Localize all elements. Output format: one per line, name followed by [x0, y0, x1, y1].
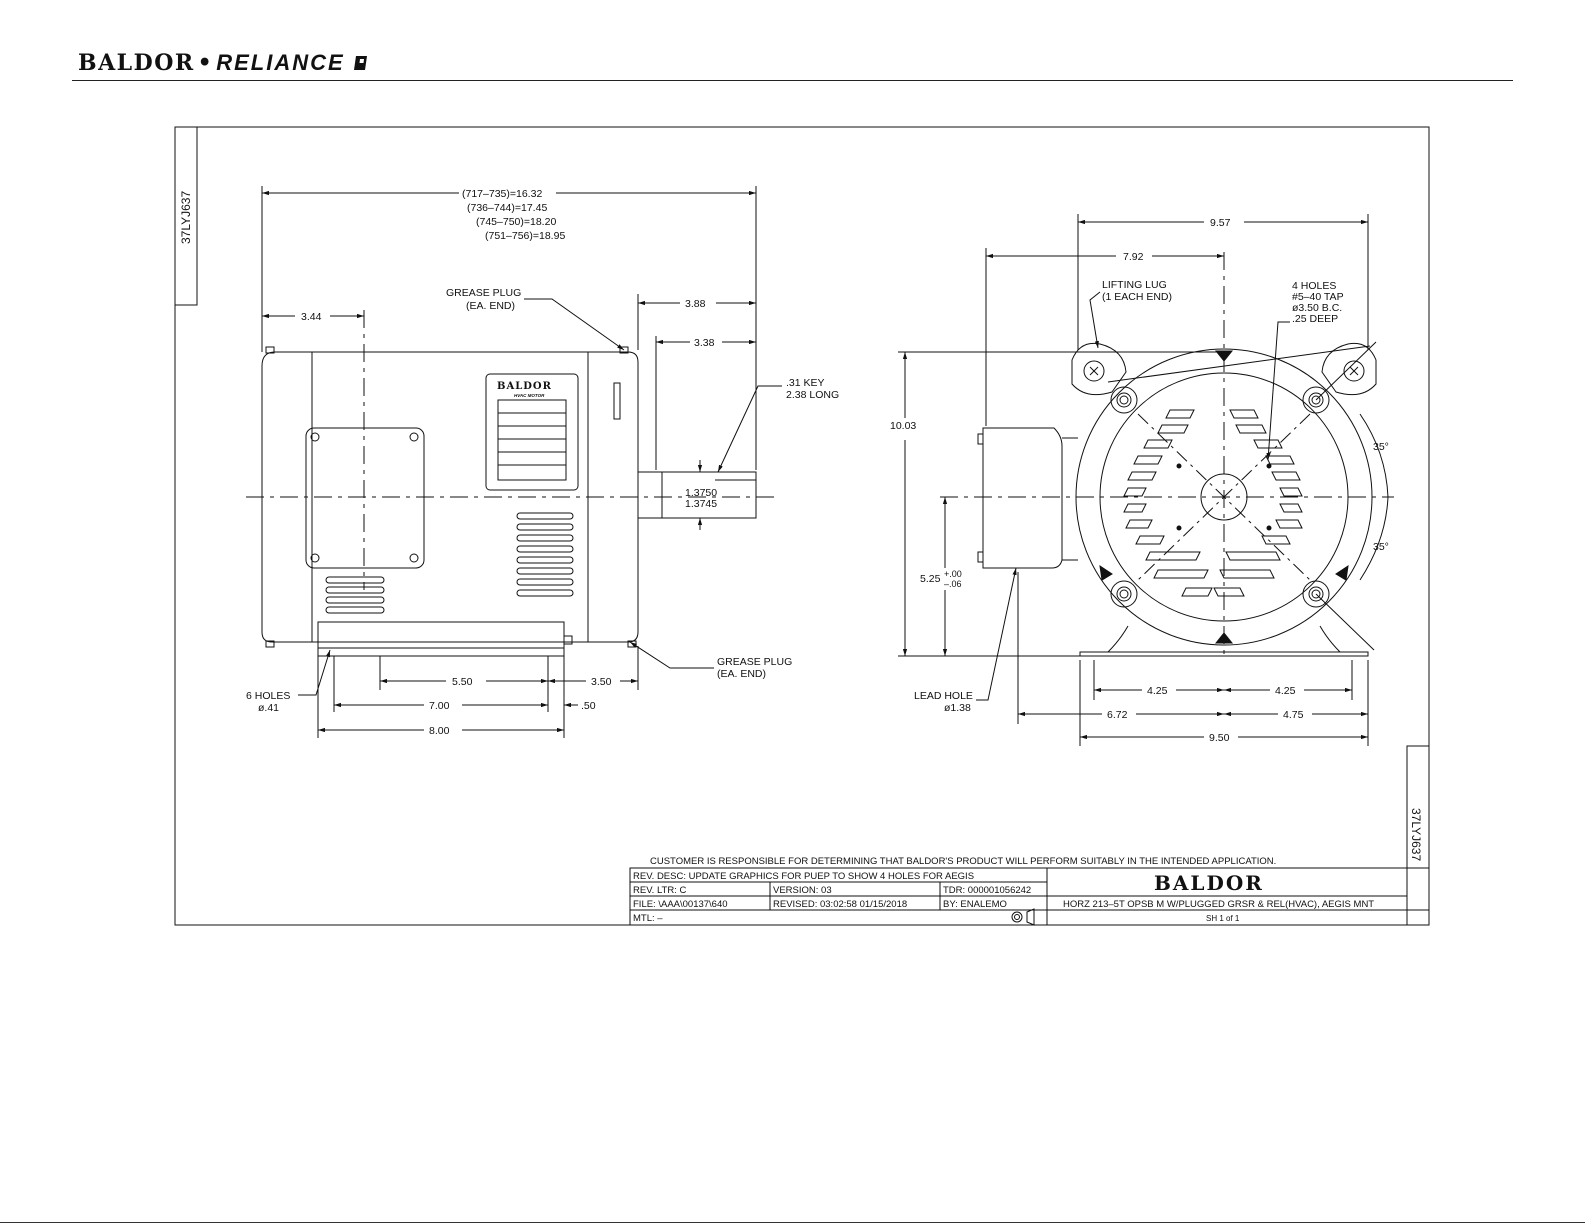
dim-7-92: 7.92	[1123, 251, 1144, 263]
dim-6-72: 6.72	[1107, 709, 1128, 721]
nameplate-brand: BALDOR	[497, 381, 552, 392]
disclaimer: CUSTOMER IS RESPONSIBLE FOR DETERMINING THAT BALDOR'S PRODUCT WILL PERFORM SUITABLY IN THE INTENDED APPLICATION.	[650, 856, 1277, 867]
bottom-rule	[0, 1222, 1585, 1223]
conduit-box	[306, 428, 424, 568]
tolerance-plus: +.00	[944, 569, 962, 579]
overall-length-3: (745–750)=18.20	[476, 216, 557, 228]
mounting-base	[318, 622, 564, 656]
shaft-dia-min: 1.3745	[685, 498, 718, 510]
key-note-1: .31 KEY	[786, 377, 825, 389]
lifting-lug-left	[1072, 343, 1126, 394]
drawn-by: BY: ENALEMO	[943, 899, 1007, 910]
holes-note-2: ø.41	[258, 702, 280, 714]
drawing-id-right: 37LYJ637	[1409, 808, 1423, 862]
dim-3-38: 3.38	[694, 337, 715, 349]
end-conduit-box	[983, 428, 1062, 568]
overall-length-2: (736–744)=17.45	[467, 202, 548, 214]
dim-3-50: 3.50	[591, 676, 612, 688]
dim-3-88: 3.88	[685, 298, 706, 310]
lead-hole-1: LEAD HOLE	[914, 690, 973, 702]
drawing-frame	[175, 127, 1429, 925]
grease-plug-bottom-2: (EA. END)	[717, 668, 767, 680]
revised-date: REVISED: 03:02:58 01/15/2018	[773, 899, 908, 910]
conduit-screw	[410, 554, 418, 562]
dim-9-57: 9.57	[1210, 217, 1231, 229]
dim-9-50: 9.50	[1209, 732, 1230, 744]
dim-10-03: 10.03	[890, 420, 917, 432]
tolerance-minus: –.06	[944, 579, 962, 589]
holes-tap-2: #5–40 TAP	[1292, 291, 1344, 303]
dim-7-00: 7.00	[429, 700, 450, 712]
title-block	[630, 856, 1429, 925]
grease-fitting-slot	[614, 383, 620, 419]
overall-length-4: (751–756)=18.95	[485, 230, 566, 242]
dim-5-25: 5.25	[920, 573, 941, 585]
holes-note-1: 6 HOLES	[246, 690, 291, 702]
nameplate-sub: HVAC MOTOR	[514, 393, 545, 398]
overall-length-1: (717–735)=16.32	[462, 188, 543, 200]
brand-separator: •	[197, 50, 214, 76]
brand-left: BALDOR	[78, 50, 195, 76]
brand-right: RELIANCE	[216, 50, 345, 75]
material: MTL: –	[633, 913, 663, 924]
holes-tap-4: .25 DEEP	[1292, 313, 1339, 325]
side-view	[246, 186, 782, 738]
nameplate-grid	[498, 400, 566, 480]
dim-4-25-right: 4.25	[1275, 685, 1296, 697]
version: VERSION: 03	[773, 885, 832, 896]
angle-top: 35°	[1373, 441, 1389, 453]
holes-tap-1: 4 HOLES	[1292, 280, 1337, 292]
lead-hole-2: ø1.38	[944, 702, 971, 714]
key-note-2: 2.38 LONG	[786, 389, 840, 401]
drawing-description: HORZ 213–5T OPSB M W/PLUGGED GRSR & REL(HVAC), AEGIS MNT	[1063, 899, 1375, 910]
side-vents-left	[326, 577, 384, 613]
drawing-id-left: 37LYJ637	[179, 190, 193, 244]
holes-tap-3: ø3.50 B.C.	[1292, 302, 1343, 314]
shaft-dia-max: 1.3750	[685, 487, 718, 499]
grease-plug-top-1: GREASE PLUG	[446, 287, 522, 299]
tdr-number: TDR: 000001056242	[943, 885, 1032, 896]
lifting-lug-1: LIFTING LUG	[1102, 279, 1167, 291]
side-view-labels	[246, 188, 839, 737]
rev-ltr: REV. LTR: C	[633, 885, 687, 896]
file-path: FILE: \AAA\00137\640	[633, 899, 728, 910]
conduit-screw	[410, 433, 418, 441]
dim-5-50: 5.50	[452, 676, 473, 688]
side-vents-right	[517, 513, 573, 596]
grease-plug-top-2: (EA. END)	[466, 300, 516, 312]
company-logo: BALDOR	[1154, 871, 1264, 895]
dim-3-44: 3.44	[301, 311, 322, 323]
dim-4-25-left: 4.25	[1147, 685, 1168, 697]
dim-4-75: 4.75	[1283, 709, 1304, 721]
dim-0-50: .50	[581, 700, 596, 712]
lifting-lug-2: (1 EACH END)	[1102, 291, 1173, 303]
grease-plug-bottom-1: GREASE PLUG	[717, 656, 793, 668]
rev-desc: REV. DESC: UPDATE GRAPHICS FOR PUEP TO SHOW 4 HOLES FOR AEGIS	[633, 871, 975, 882]
dim-8-00: 8.00	[429, 725, 450, 737]
sheet-number: SH 1 of 1	[1206, 914, 1240, 923]
angle-bottom: 35°	[1373, 541, 1389, 553]
